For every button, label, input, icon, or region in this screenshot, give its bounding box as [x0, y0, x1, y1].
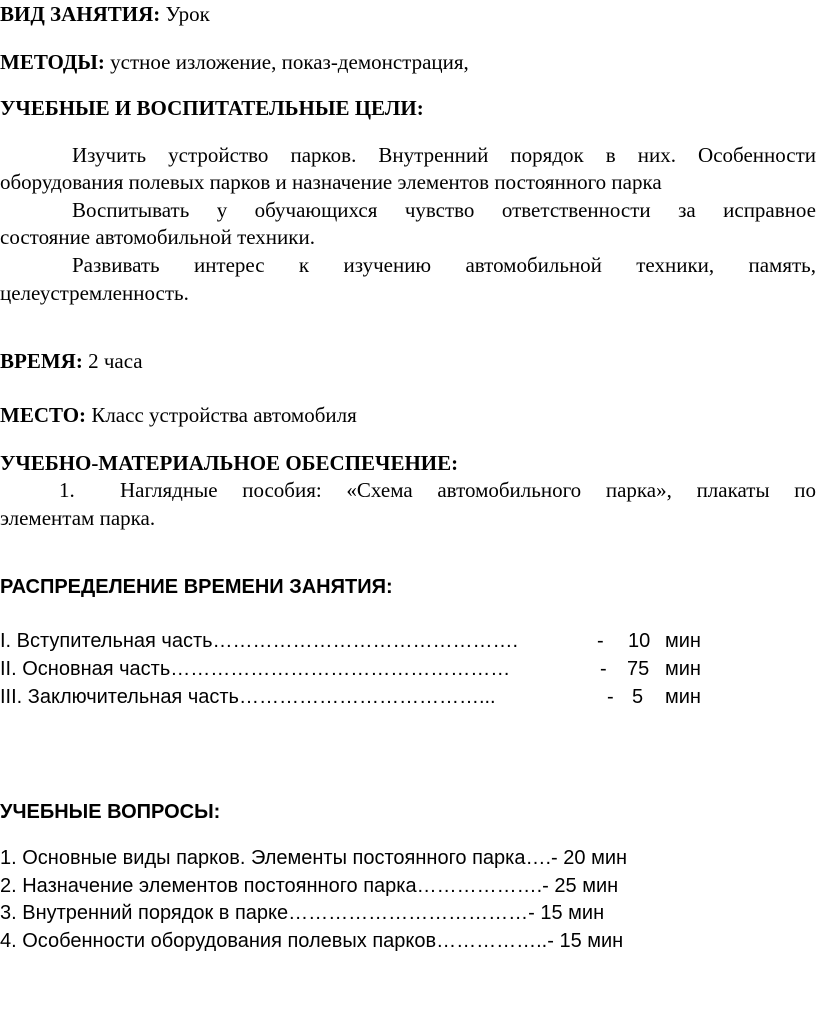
- time-row-3: [0, 685, 496, 709]
- time-row-2: [0, 657, 510, 681]
- time-row-3-dash: -: [607, 686, 614, 708]
- place-value: Класс устройства автомобиля: [86, 403, 357, 427]
- goals-p3-line2: целеустремленность.: [0, 281, 189, 305]
- time-row-2-num: 75: [627, 658, 650, 680]
- lesson-type-value: Урок: [160, 2, 210, 26]
- materials-item-line1: Наглядные пособия: «Схема автомобильного парка», плакаты по: [120, 478, 816, 502]
- goals-p2-line1: Воспитывать у обучающихся чувство ответственности за исправное: [72, 198, 816, 222]
- time-row-1-unit: мин: [665, 630, 701, 652]
- time-row-2-unit: мин: [665, 658, 701, 680]
- time-row-3-num: 5: [632, 686, 644, 708]
- lesson-type-label: ВИД ЗАНЯТИЯ:: [0, 2, 161, 26]
- time-line: [0, 349, 143, 373]
- materials-item-number: 1.: [59, 478, 75, 502]
- goals-p1-line1: Изучить устройство парков. Внутренний порядок в них. Особенности: [72, 143, 816, 167]
- time-label: ВРЕМЯ:: [0, 349, 83, 373]
- place-label: МЕСТО:: [0, 403, 87, 427]
- time-row-text: III. Заключительная часть………………………………...: [0, 686, 496, 708]
- time-row-text: II. Основная часть……………………………………………: [0, 658, 511, 680]
- question-item-2: 2. Назначение элементов постоянного парка……………….- 25 мин: [0, 875, 619, 897]
- place-line: [0, 403, 357, 427]
- time-row-1-dash: -: [597, 630, 604, 652]
- methods-value: устное изложение, показ-демонстрация,: [104, 50, 469, 74]
- materials-item-line2: элементам парка.: [0, 506, 156, 530]
- methods-label: МЕТОДЫ:: [0, 50, 105, 74]
- goals-p2-line2: состояние автомобильной техники.: [0, 225, 315, 249]
- time-row-text: I. Вступительная часть……………………………………….: [0, 630, 519, 652]
- time-row-1: [0, 629, 518, 653]
- question-item-3: 3. Внутренний порядок в парке………………………………- 15 мин: [0, 902, 605, 924]
- question-item-1: 1. Основные виды парков. Элементы постоянного парка….- 20 мин: [0, 847, 628, 869]
- time-distribution-heading: РАСПРЕДЕЛЕНИЕ ВРЕМЕНИ ЗАНЯТИЯ:: [0, 576, 393, 598]
- time-row-2-dash: -: [600, 658, 607, 680]
- questions-heading: УЧЕБНЫЕ ВОПРОСЫ:: [0, 801, 221, 823]
- time-row-1-num: 10: [628, 630, 651, 652]
- lesson-type-line: [0, 2, 210, 26]
- goals-p3-line1: Развивать интерес к изучению автомобильной техники, память,: [72, 253, 816, 277]
- materials-heading: УЧЕБНО-МАТЕРИАЛЬНОЕ ОБЕСПЕЧЕНИЕ:: [0, 451, 459, 475]
- goals-heading: УЧЕБНЫЕ И ВОСПИТАТЕЛЬНЫЕ ЦЕЛИ:: [0, 96, 424, 120]
- time-value: 2 часа: [82, 349, 143, 373]
- goals-p1-line2: оборудования полевых парков и назначение элементов постоянного парка: [0, 170, 662, 194]
- time-row-3-unit: мин: [665, 686, 701, 708]
- question-item-4: 4. Особенности оборудования полевых парков……………..- 15 мин: [0, 930, 624, 952]
- methods-line: [0, 50, 469, 74]
